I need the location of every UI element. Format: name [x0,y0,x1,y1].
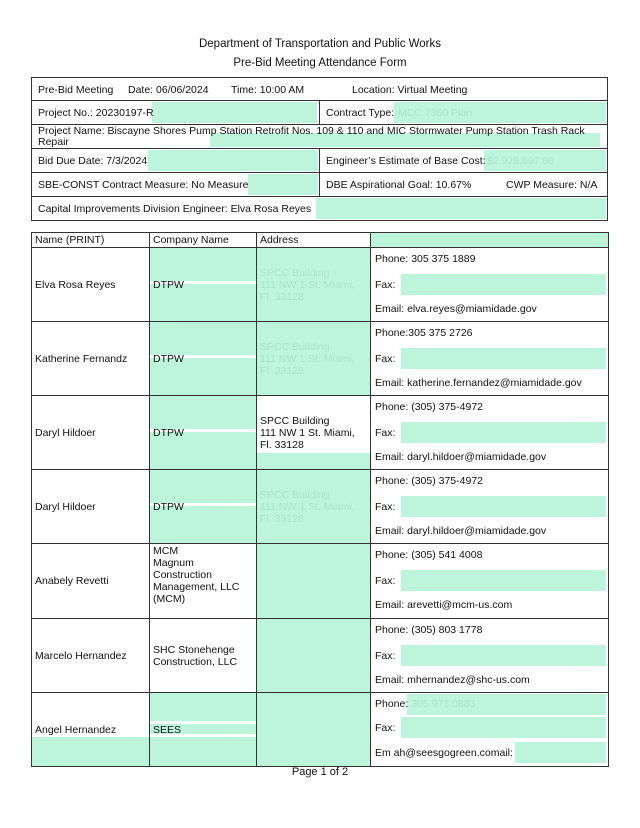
estimate-label: Engineer’s Estimate of Base Cost: [326,155,486,167]
sbe-measure: SBE-CONST Contract Measure: No Measure [38,179,249,191]
attendance-table [31,232,609,767]
attendee-name: Daryl Hildoer [32,470,150,544]
attendee-name: Angel Hernandez [35,723,117,736]
meeting-info-box [31,77,608,221]
company-name: DTPW [153,352,184,365]
project-number: Project No.: 20230197-R [38,107,154,119]
sbe-field[interactable] [248,174,318,195]
project-name-row [32,125,607,149]
estimate-value: $2,929,897.00 [487,155,555,167]
table-row [32,544,609,619]
phone: Phone: 305 375 1889 [375,253,476,265]
email: Email: mhernandez@shc-us.com [375,674,530,686]
address-cell[interactable] [257,322,371,396]
company-cell [150,619,257,693]
address-cell[interactable] [257,619,371,693]
project-name-line2: Repair [38,136,69,148]
cwp-measure: CWP Measure: N/A [506,179,598,191]
company-cell[interactable] [150,470,257,544]
phone [375,698,604,710]
company-cell[interactable] [150,322,257,396]
bid-due-field[interactable] [148,150,318,171]
divider [319,149,320,172]
contact-cell [371,693,609,767]
attendee-name: Anabely Revetti [32,544,150,619]
contract-type-label: Contract Type: [326,107,395,119]
contact-cell [371,322,609,396]
address-cell[interactable] [257,693,371,767]
fax-label: Fax: [375,353,396,365]
email: Em ah@seesgogreen.comail: [375,747,513,759]
header-address: Address [257,233,371,248]
measures-row [32,173,607,197]
meeting-label: Pre-Bid Meeting [38,84,114,96]
email: Email: arevetti@mcm-us.com [375,599,513,611]
table-row [32,693,609,767]
address-cell[interactable] [257,396,371,470]
table-row [32,470,609,544]
header-name: Name (PRINT) [32,233,150,248]
meeting-time: Time: 10:00 AM [231,84,305,96]
meeting-location: Location: Virtual Meeting [352,84,468,96]
address: SPCC Building 111 NW 1 St. Miami, Fl. 33128 [260,266,355,303]
contact-cell [371,248,609,322]
company-name: SEES [153,723,182,736]
phone: Phone: (305) 803 1778 [375,624,483,636]
header-company: Company Name [150,233,257,248]
form-title: Pre-Bid Meeting Attendance Form [233,57,407,69]
company-name: DTPW [153,500,184,513]
company-cell[interactable] [150,248,257,322]
divider [319,101,320,124]
email: Email: katherine.fernandez@miamidade.gov [375,377,582,389]
phone-value: 305 971 0883 [411,698,476,710]
attendee-name-cell [32,693,150,767]
form-department-title: Department of Transportation and Public Works [198,38,442,50]
company-cell [150,544,257,619]
meeting-date: Date: 06/06/2024 [128,84,209,96]
email: Email: daryl.hildoer@miamidade.gov [375,525,547,537]
fax-label: Fax: [375,722,396,734]
company-name: DTPW [153,426,184,439]
contact-cell [371,396,609,470]
attendee-name: Katherine Fernandz [32,322,150,396]
header-contact[interactable] [371,233,609,248]
table-header-row [32,233,609,248]
table-row [32,248,609,322]
engineer-row [32,197,607,220]
contract-type-value: MCC 7360 Plan [398,107,473,119]
company-name: MCM Magnum Construction Management, LLC (MCM) [153,545,240,605]
contact-cell [371,470,609,544]
fax-label: Fax: [375,279,396,291]
contact-cell [371,544,609,619]
page-number: Page 1 of 2 [291,766,349,778]
divider [319,173,320,196]
fax-label: Fax: [375,650,396,662]
company-cell[interactable] [150,693,257,767]
attendee-name: Elva Rosa Reyes [32,248,150,322]
project-name-line1: Project Name: Biscayne Shores Pump Station Retrofit Nos. 109 & 110 and MIC Stormwater Pump Station Trash Rack [38,125,585,137]
company-name: SHC Stonehenge Construction, LLC [153,643,238,668]
address: SPCC Building 111 NW 1 St. Miami, Fl. 33128 [260,488,355,525]
company-cell[interactable] [150,396,257,470]
bid-row [32,149,607,173]
engineer-field[interactable] [316,198,606,219]
address-cell[interactable] [257,470,371,544]
company-name: DTPW [153,278,184,291]
phone: Phone: (305) 375-4972 [375,401,483,413]
contact-cell [371,619,609,693]
table-row [32,322,609,396]
dbe-goal: DBE Aspirational Goal: 10.67% [326,179,472,191]
project-no-field[interactable] [152,102,317,123]
table-row [32,396,609,470]
address: SPCC Building 111 NW 1 St. Miami, Fl. 33128 [260,414,355,451]
attendee-name: Marcelo Hernandez [32,619,150,693]
address-cell[interactable] [257,248,371,322]
phone-label: Phone: [375,698,409,710]
address: SPCC Building 111 NW 1 St. Miami, Fl. 33128 [260,340,355,377]
attendee-name: Daryl Hildoer [32,396,150,470]
phone: Phone:305 375 2726 [375,327,473,339]
bid-due-date: Bid Due Date: 7/3/2024 [38,155,148,167]
address-cell[interactable] [257,544,371,619]
division-engineer: Capital Improvements Division Engineer: Elva Rosa Reyes [38,203,312,215]
fax-label: Fax: [375,427,396,439]
phone: Phone: (305) 375-4972 [375,475,483,487]
table-row [32,619,609,693]
meeting-row [32,78,607,101]
email: Email: elva.reyes@miamidade.gov [375,303,537,315]
project-row [32,101,607,125]
fax-label: Fax: [375,501,396,513]
fax-label: Fax: [375,575,396,587]
phone: Phone: (305) 541 4008 [375,549,483,561]
email: Email: daryl.hildoer@miamidade.gov [375,451,547,463]
